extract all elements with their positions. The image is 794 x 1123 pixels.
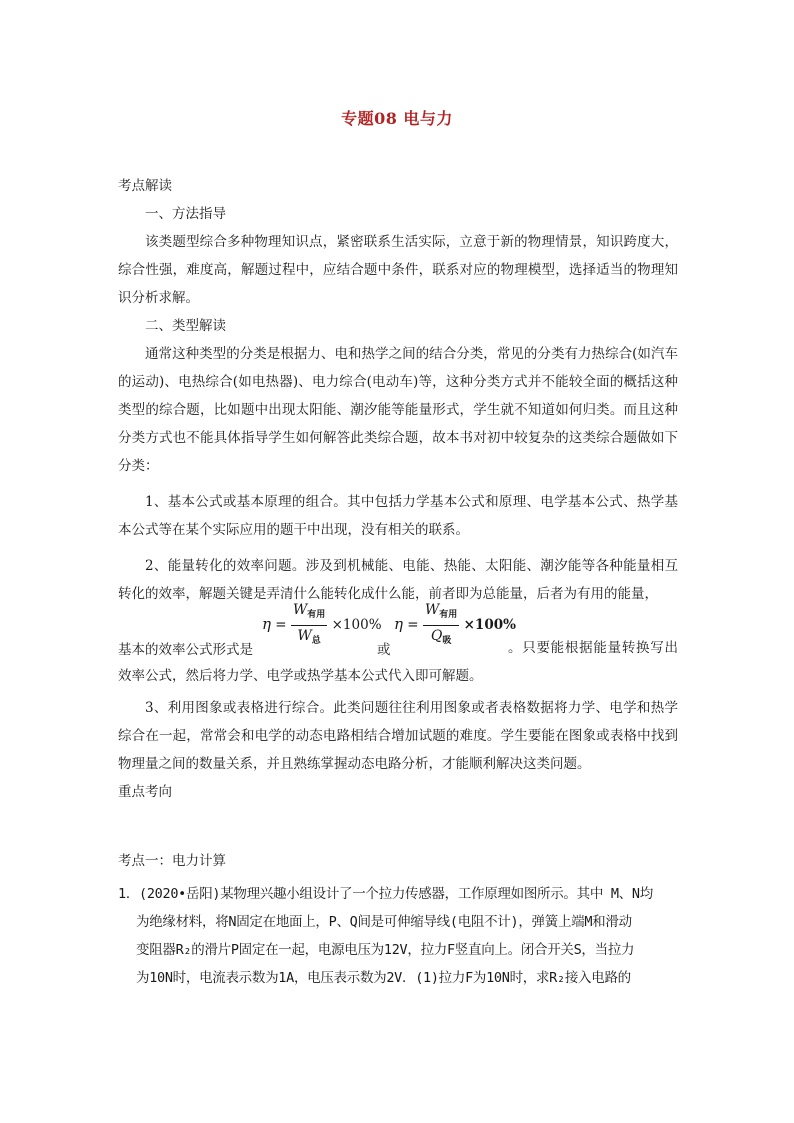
- formula-or: 或: [377, 642, 391, 658]
- focus-label: 重点考向: [118, 784, 172, 800]
- intro-section: [118, 172, 678, 608]
- problem-1: [118, 880, 683, 992]
- formula-2-fraction: $\frac{W_{有用}}{Q_吸}$: [424, 602, 458, 646]
- problem-1-line-2: 为绝缘材料，将N固定在地面上，P、Q间是可伸缩导线(电阻不计)，弹簧上端M和滑动: [136, 914, 632, 930]
- section2-heading: 二、类型解读: [145, 318, 226, 334]
- formula-prefix: 基本的效率公式形式是: [118, 642, 253, 658]
- type-item-1: 1、基本公式或基本原理的组合。其中包括力学基本公式和原理、电学基本公式、热学基本公式等在某个实际应用的题干中出现，没有相关的联系。: [118, 494, 678, 538]
- topic1-label: 考点一：电力计算: [118, 853, 226, 869]
- formula-suffix: 。只要能根据能量转换写出效率公式，然后将力学、电学或热学基本公式代入即可解题。: [118, 640, 678, 684]
- formula-1-fraction: $\frac{W_{有用}}{W_总}$: [292, 602, 326, 646]
- section2-paragraph: 通常这种类型的分类是根据力、电和热学之间的结合分类，常见的分类有力热综合(如汽车的运动)、电热综合(如电热器)、电力综合(电动车)等，这种分类方式并不能较全面的概括这种类型的综合题，比如题中出现太阳能、潮汐能等能量形式，学生就不知道如何归类。而且这种分类方式也不能具体指导学生如何解答此类综合题，故本书对初中较复杂的这类综合题做如下分类：: [118, 346, 678, 474]
- section1-heading: 一、方法指导: [145, 206, 226, 222]
- problem-1-line-4: 为10N时，电流表示数为1A，电压表示数为2V．(1)拉力F为10N时，求R₂接入电路的: [136, 970, 631, 986]
- type-item-2: 2、能量转化的效率问题。涉及到机械能、电能、热能、太阳能、潮汐能等各种能量相互转化的效率，解题关键是弄清什么能转化成什么能，前者即为总能量，后者为有用的能量，: [118, 558, 678, 602]
- formula-suffix-block: [118, 634, 678, 690]
- type-item-3: 3、利用图象或表格进行综合。此类问题往往利用图象或者表格数据将力学、电学和热学综合在一起，常常会和电学的动态电路相结合增加试题的难度。学生要能在图象或表格中找到物理量之间的数量关系，并且熟练掌握动态电路分析，才能顺利解决这类问题。: [118, 700, 678, 772]
- efficiency-formula-1: η = $\frac{W_{有用}}{W_总}$ ×100%: [262, 600, 382, 651]
- problem-1-line-3: 变阻器R₂的滑片P固定在一起，电源电压为12V，拉力F竖直向上。闭合开关S，当拉力: [136, 942, 635, 958]
- page-title: 专题08 电与力: [341, 109, 453, 128]
- section1-paragraph: 该类题型综合多种物理知识点，紧密联系生活实际，立意于新的物理情景，知识跨度大，综合性强，难度高，解题过程中，应结合题中条件，联系对应的物理模型，选择适当的物理知识分析求解。: [118, 234, 678, 306]
- type-item-3-block: [118, 694, 678, 806]
- intro-label: 考点解读: [118, 178, 172, 194]
- topic1-block: [118, 847, 678, 875]
- efficiency-formula-2: η = $\frac{W_{有用}}{Q_吸}$ ×100%: [394, 600, 516, 651]
- problem-1-line-1: 1．(2020•岳阳)某物理兴趣小组设计了一个拉力传感器，工作原理如图所示。其中 M、N均: [118, 886, 653, 902]
